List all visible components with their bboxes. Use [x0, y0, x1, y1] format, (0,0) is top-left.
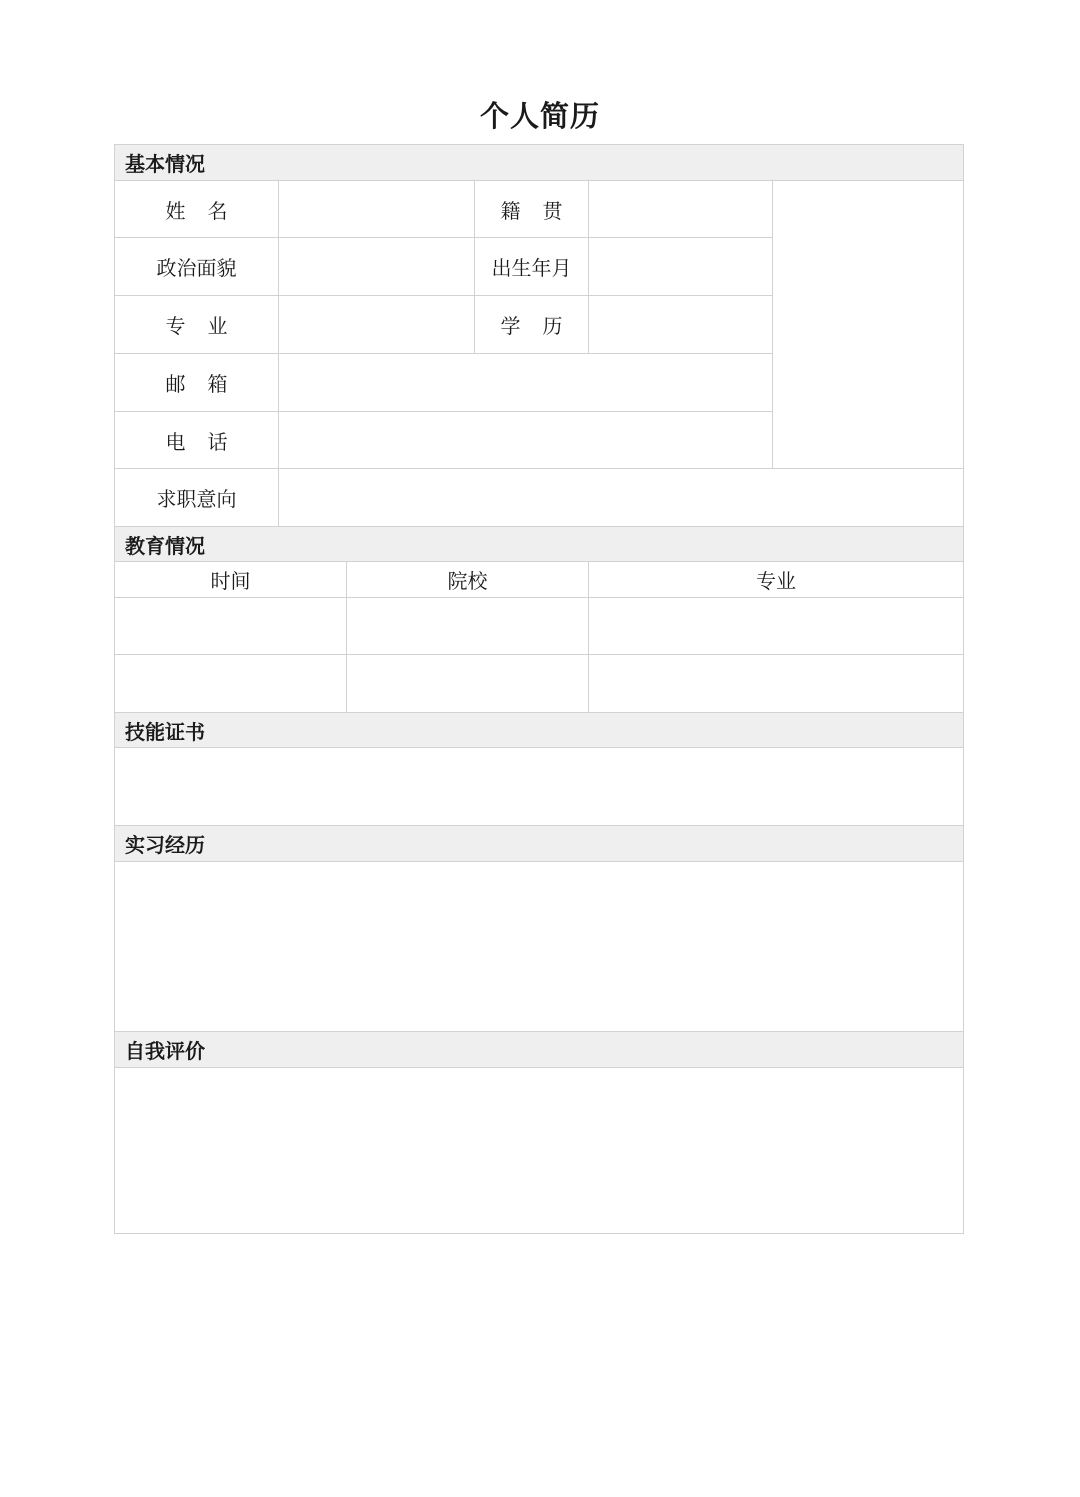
- education-time-cell[interactable]: [115, 655, 347, 713]
- internship-field[interactable]: [115, 862, 964, 1032]
- section-skills-heading: 技能证书: [115, 713, 964, 748]
- name-field[interactable]: [279, 181, 475, 238]
- education-col-major: 专业: [589, 562, 964, 598]
- self-eval-field[interactable]: [115, 1068, 964, 1234]
- table-row: [115, 655, 964, 713]
- degree-field[interactable]: [589, 296, 773, 354]
- resume-form: [114, 144, 963, 1234]
- section-basic-heading: 基本情况: [115, 145, 964, 181]
- section-self-eval-heading: 自我评价: [115, 1032, 964, 1068]
- education-school-cell[interactable]: [347, 598, 589, 655]
- birth-date-label: 出生年月: [475, 238, 589, 296]
- major-label: 专 业: [115, 296, 279, 354]
- page-title: 个人简历: [479, 99, 600, 133]
- education-major-cell[interactable]: [589, 598, 964, 655]
- political-status-label: 政治面貌: [115, 238, 279, 296]
- degree-label: 学 历: [475, 296, 589, 354]
- photo-box[interactable]: [773, 181, 964, 469]
- phone-field[interactable]: [279, 412, 773, 469]
- political-status-field[interactable]: [279, 238, 475, 296]
- birth-date-field[interactable]: [589, 238, 773, 296]
- table-row: [115, 598, 964, 655]
- hometown-label: 籍 贯: [475, 181, 589, 238]
- education-col-school: 院校: [347, 562, 589, 598]
- job-intent-label: 求职意向: [115, 469, 279, 527]
- resume-table: [114, 144, 964, 1234]
- skills-field[interactable]: [115, 748, 964, 826]
- job-intent-field[interactable]: [279, 469, 964, 527]
- phone-label: 电 话: [115, 412, 279, 469]
- email-label: 邮 箱: [115, 354, 279, 412]
- education-major-cell[interactable]: [589, 655, 964, 713]
- hometown-field[interactable]: [589, 181, 773, 238]
- section-internship-heading: 实习经历: [115, 826, 964, 862]
- email-field[interactable]: [279, 354, 773, 412]
- education-time-cell[interactable]: [115, 598, 347, 655]
- education-school-cell[interactable]: [347, 655, 589, 713]
- major-field[interactable]: [279, 296, 475, 354]
- name-label: 姓 名: [115, 181, 279, 238]
- section-education-heading: 教育情况: [115, 527, 964, 562]
- education-col-time: 时间: [115, 562, 347, 598]
